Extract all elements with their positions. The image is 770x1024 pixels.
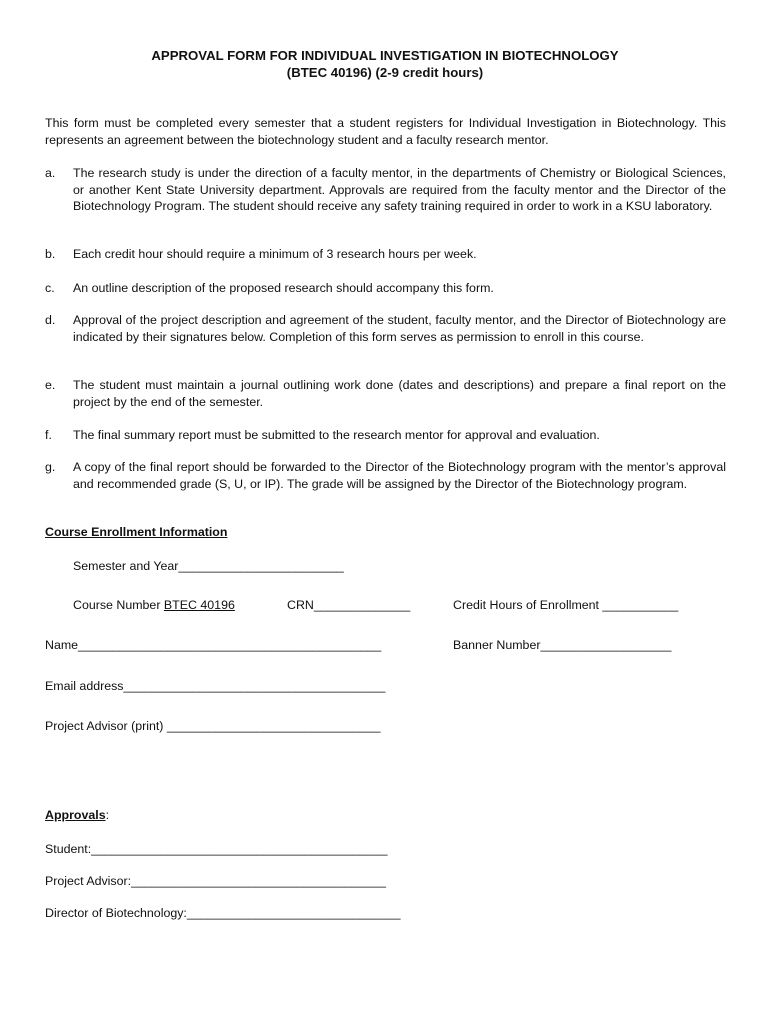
- list-item-b: [45, 246, 726, 263]
- list-item-text: The student must maintain a journal outlining work done (dates and descriptions) and prepare a final report on the project by the end of the semester.: [73, 378, 726, 409]
- list-item-text: The research study is under the direction of a faculty mentor, in the departments of Chemistry or Biological Sciences, or another Kent State University department. Approvals are required from the faculty mentor and the Director of the Biotechnology Program. The student should receive any safety training required in order to work in a KSU laboratory.: [73, 166, 726, 213]
- crn-field[interactable]: CRN______________: [287, 598, 411, 612]
- banner-number-field[interactable]: Banner Number___________________: [453, 638, 672, 652]
- form-title: [0, 47, 770, 81]
- course-number-label: Course Number: [73, 598, 164, 612]
- name-field[interactable]: Name____________________________________________: [45, 638, 382, 652]
- email-address-field[interactable]: Email address______________________________________: [45, 679, 386, 693]
- form-title-line-2: (BTEC 40196) (2-9 credit hours): [286, 65, 484, 80]
- list-item-d: [45, 312, 726, 345]
- course-number-value: BTEC 40196: [163, 598, 235, 612]
- form-title-line-1: APPROVAL FORM FOR INDIVIDUAL INVESTIGATION IN BIOTECHNOLOGY: [151, 48, 619, 63]
- list-item-letter: a.: [45, 166, 56, 180]
- list-item-text: An outline description of the proposed research should accompany this form.: [73, 281, 494, 295]
- list-item-g: [45, 459, 726, 492]
- list-item-letter: g.: [45, 460, 56, 474]
- list-item-text: Each credit hour should require a minimum of 3 research hours per week.: [73, 247, 477, 261]
- semester-year-field[interactable]: Semester and Year________________________: [73, 559, 344, 573]
- project-advisor-print-field[interactable]: Project Advisor (print) _______________________________: [45, 719, 381, 733]
- list-item-letter: b.: [45, 247, 56, 261]
- list-item-a: [45, 165, 726, 215]
- list-item-letter: e.: [45, 378, 56, 392]
- director-signature-field[interactable]: Director of Biotechnology:_______________________________: [45, 906, 401, 920]
- list-item-text: Approval of the project description and agreement of the student, faculty mentor, and the Director of Biotechnology are indicated by their signatures below. Completion of this form serves as permission to enroll in this course.: [73, 313, 726, 344]
- list-item-letter: c.: [45, 281, 55, 295]
- list-item-letter: d.: [45, 313, 56, 327]
- approvals-heading-text: Approvals: [45, 808, 106, 822]
- list-item-c: [45, 280, 726, 297]
- approvals-heading-colon: :: [105, 808, 110, 822]
- course-enrollment-heading: Course Enrollment Information: [45, 525, 228, 539]
- intro-paragraph: This form must be completed every semester that a student registers for Individual Investigation in Biotechnology. This represents an agreement between the biotechnology student and a faculty research mentor.: [45, 116, 726, 147]
- project-advisor-signature-field[interactable]: Project Advisor:_____________________________________: [45, 874, 387, 888]
- list-item-f: [45, 427, 726, 444]
- course-number-field: [73, 597, 235, 614]
- list-item-e: [45, 377, 726, 410]
- list-item-text: A copy of the final report should be forwarded to the Director of the Biotechnology program with the mentor’s approval and recommended grade (S, U, or IP). The grade will be assigned by the Director of the Biotechnology program.: [73, 460, 726, 491]
- student-signature-field[interactable]: Student:___________________________________________: [45, 842, 388, 856]
- list-item-text: The final summary report must be submitted to the research mentor for approval and evaluation.: [73, 428, 600, 442]
- approvals-heading: [45, 807, 109, 824]
- list-item-letter: f.: [45, 428, 52, 442]
- credit-hours-field[interactable]: Credit Hours of Enrollment ___________: [453, 598, 679, 612]
